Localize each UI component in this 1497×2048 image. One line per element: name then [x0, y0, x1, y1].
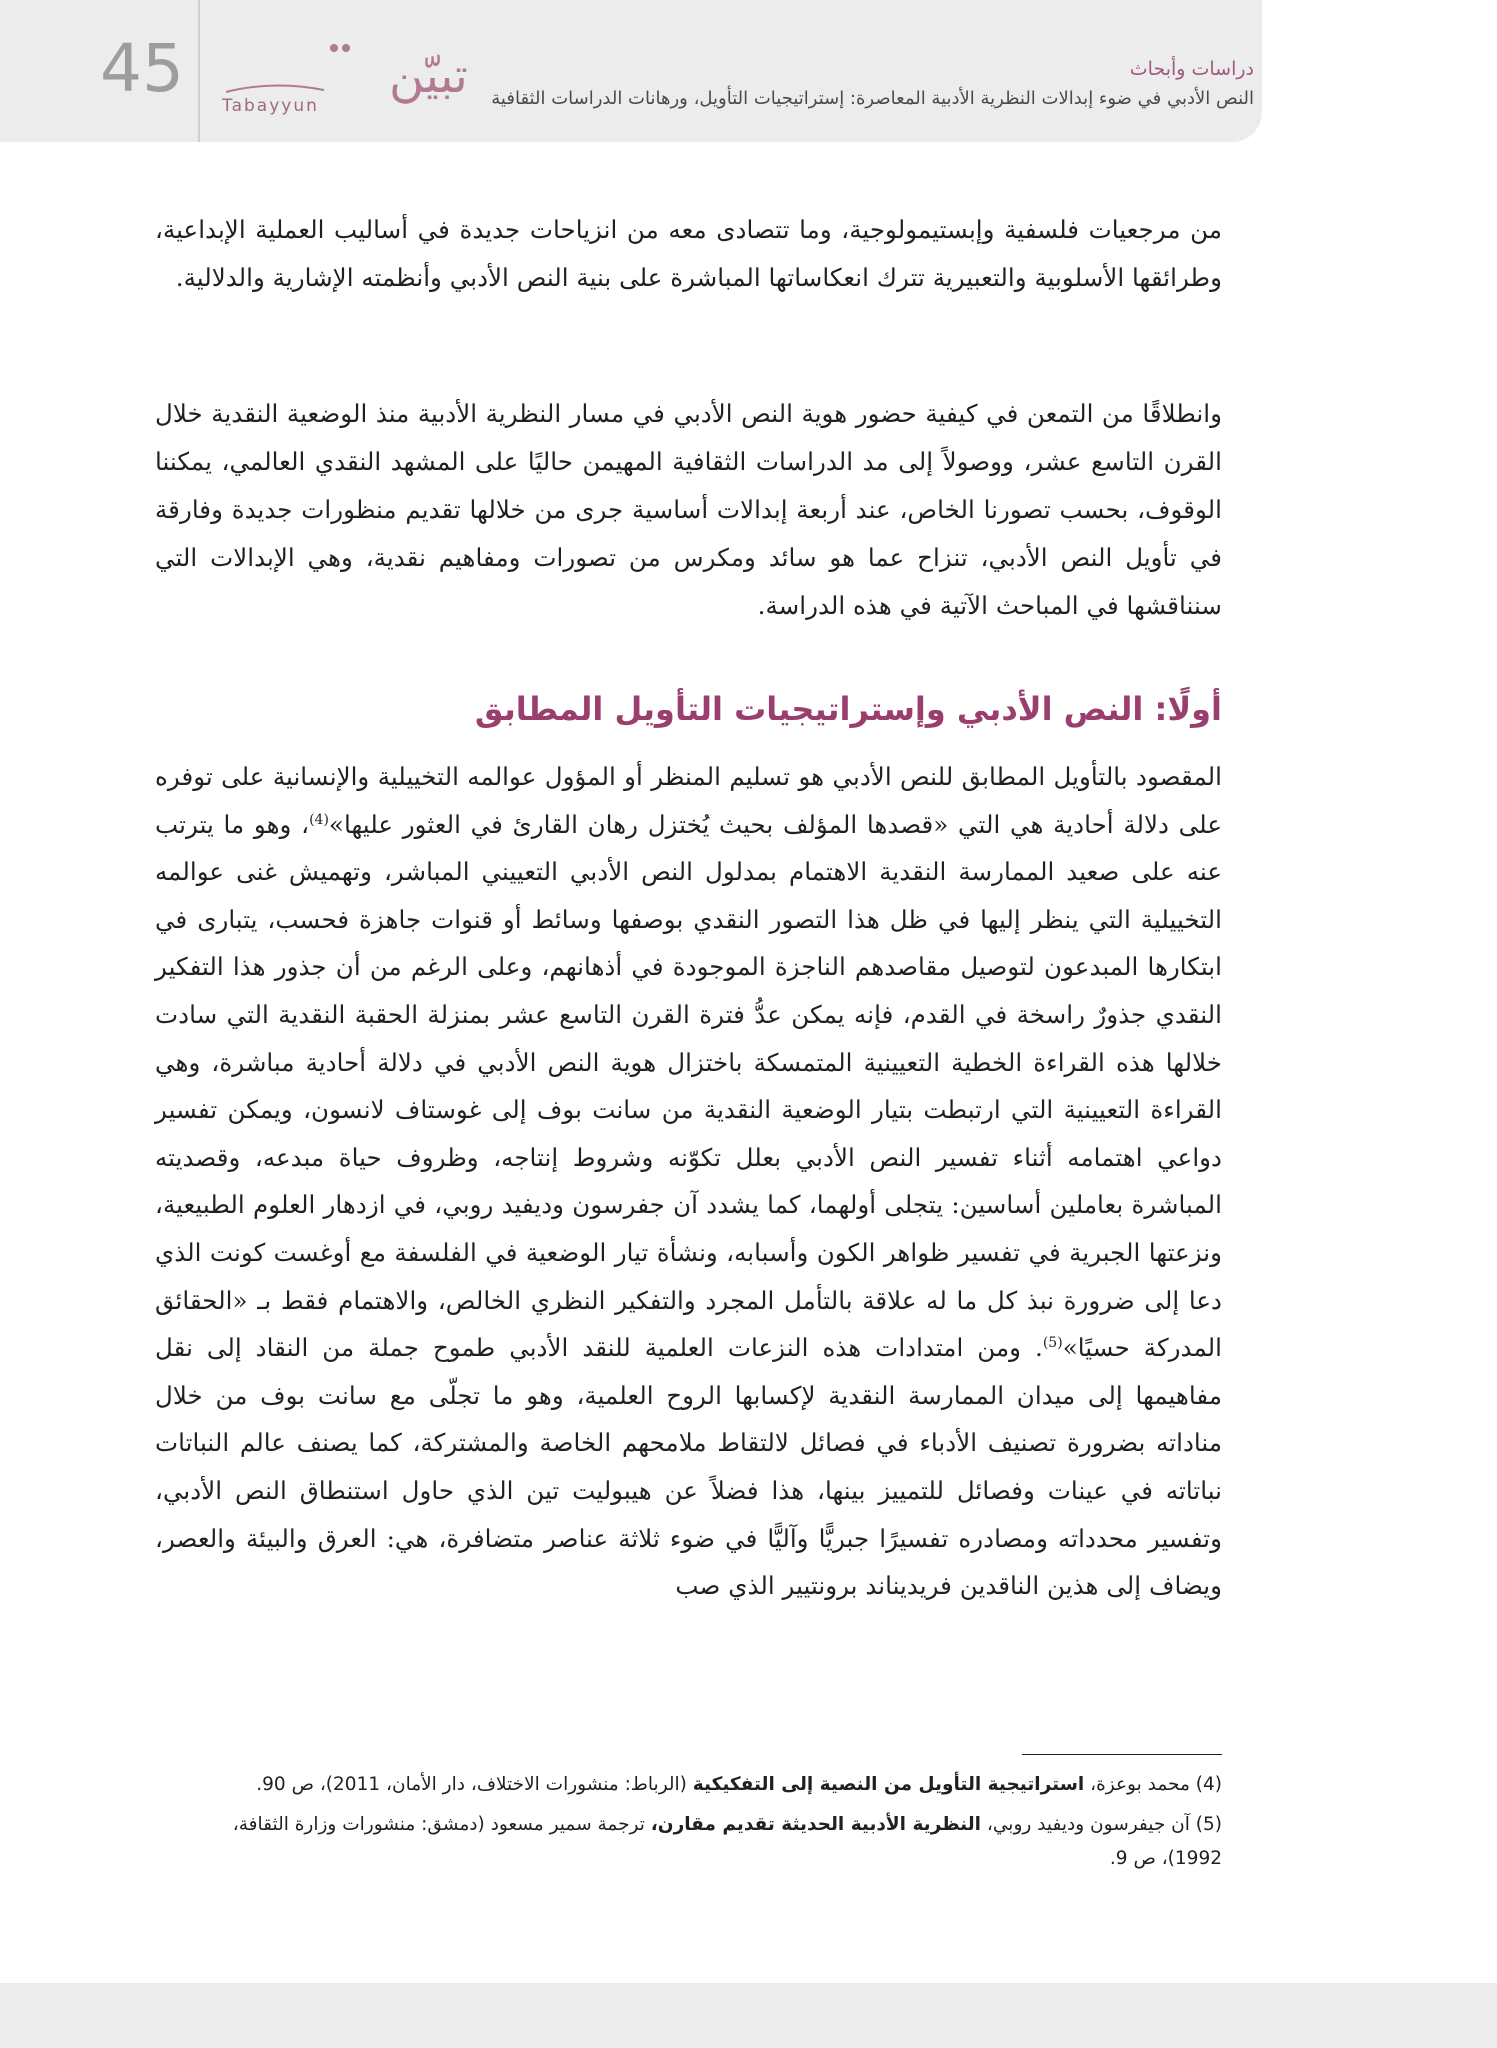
footnote-4	[230, 1768, 1222, 1802]
logo-dot	[342, 44, 350, 52]
running-title: النص الأدبي في ضوء إبدالات النظرية الأدبية المعاصرة: إستراتيجيات التأويل، ورهانات الدراسات الثقافية	[491, 88, 1254, 109]
footnote-number: (4)	[1195, 1774, 1222, 1795]
body-paragraph-1	[155, 206, 1222, 302]
header-divider	[198, 0, 200, 142]
footnote-ref-5[interactable]: (5)	[1042, 1334, 1063, 1351]
logo-dot	[330, 44, 338, 52]
header-margin	[1262, 0, 1497, 142]
footnote-title: استراتيجية التأويل من النصية إلى التفكيكية	[692, 1774, 1085, 1795]
footnote-5	[230, 1808, 1222, 1876]
logo-arabic-mark: تبيّن	[389, 48, 468, 104]
body-paragraph-3	[155, 753, 1222, 1610]
paragraph-text-segment: ، وهو ما يترتب عنه على صعيد الممارسة النقدية الاهتمام بمدلول النص الأدبي التعييني المباشر، وتهميش غنى عوالمه التخييلية التي ينظر إليها في ظل هذا التصور النقدي بوصفها وسائط أو قنوات جاهزة فحسب، يتبارى في ابتكارها المبدعون لتوصيل مقاصدهم الناجزة الموجودة في أذهانهم، وعلى الرغم من أن جذور هذا التفكير النقدي جذورٌ راسخة في القدم، فإنه يمكن عدُّ فترة القرن التاسع عشر بمنزلة الحقبة النقدية التي سادت خلالها هذه القراءة الخطية التعيينية المتمسكة باختزال هوية النص الأدبي في دلالة أحادية مباشرة، وهي القراءة التعيينية التي ارتبطت بتيار الوضعية النقدية من سانت بوف إلى غوستاف لانسون، ويمكن تفسير دواعي اهتمامه أثناء تفسير النص الأدبي بعلل تكوّنه وشروط إنتاجه، وظروف حياة مبدعه، وقصديته المباشرة بعاملين أساسين: يتجلى أولهما، كما يشدد آن جفرسون وديفيد روبي، في ازدهار العلوم الطبيعية، ونزعتها الجبرية في تفسير ظواهر الكون وأسبابه، ونشأة تيار الوضعية في الفلسفة مع أوغست كونت الذي دعا إلى ضرورة نبذ كل ما له علاقة بالتأمل المجرد والتفكير النظري الخالص، والاهتمام فقط بـ «الحقائق المدركة حسيًا»	[155, 809, 1222, 1363]
page-number: 45	[100, 30, 184, 107]
footnote-details: (الرباط: منشورات الاختلاف، دار الأمان، 2011)، ص 90.	[256, 1774, 687, 1795]
section-label: دراسات وأبحاث	[1129, 58, 1254, 80]
paragraph-text: وانطلاقًا من التمعن في كيفية حضور هوية النص الأدبي في مسار النظرية الأدبية منذ الوضعية النقدية خلال القرن التاسع عشر، ووصولاً إلى مد الدراسات الثقافية المهيمن حاليًا على المشهد النقدي العالمي، يمكننا الوقوف، بحسب تصورنا الخاص، عند أربعة إبدالات أساسية جرى من خلالها تقديم منظورات جديدة وفارقة في تأويل النص الأدبي، تنزاح عما هو سائد ومكرس من تصورات ومفاهيم نقدية، وهي الإبدالات التي سنناقشها في المباحث الآتية في هذه الدراسة.	[155, 399, 1222, 620]
footnote-title: النظرية الأدبية الحديثة تقديم مقارن،	[650, 1814, 982, 1835]
header-band	[0, 0, 1262, 142]
logo-swash	[226, 85, 324, 92]
footnotes	[230, 1768, 1222, 1882]
footnote-ref-4[interactable]: (4)	[309, 811, 329, 828]
footer-band	[0, 1983, 1497, 2048]
footnote-details: ترجمة سمير مسعود (دمشق: منشورات وزارة الثقافة، 1992)، ص 9.	[232, 1814, 1222, 1869]
paragraph-text	[155, 753, 1222, 1610]
paragraph-text-segment: المقصود بالتأويل المطابق للنص الأدبي هو تسليم المنظر أو المؤول عوالمه التخييلية والإنسانية على توفره على دلالة أحادية هي التي «قصدها المؤلف بحيث يُختزل رهان القارئ في العثور عليها»	[155, 762, 1222, 839]
section-heading: أولًا: النص الأدبي وإستراتيجيات التأويل المطابق	[474, 690, 1222, 728]
logo-text: Tabayyun	[222, 96, 319, 116]
body-paragraph-2	[155, 390, 1222, 630]
footnote-number: (5)	[1195, 1814, 1222, 1835]
footnote-author: آن جيفرسون وديفيد روبي،	[986, 1814, 1190, 1835]
paragraph-text-segment: . ومن امتدادات هذه النزعات العلمية للنقد الأدبي طموح جملة من النقاد إلى نقل مفاهيمها إلى ميدان الممارسة النقدية لإكسابها الروح العلمية، وهو ما تجلّى مع سانت بوف من خلال مناداته بضرورة تصنيف الأدباء في فصائل لالتقاط ملامحهم الخاصة والمشتركة، كما يصنف عالم النباتات نباتاته في عينات وفصائل للتمييز بينها، هذا فضلاً عن هيبوليت تين الذي حاول استنطاق النص الأدبي، وتفسير محدداته ومصادره تفسيرًا جبريًّا وآليًّا في ضوء ثلاثة عناصر متضافرة، هي: العرق والبيئة والعصر، ويضاف إلى هذين الناقدين فريديناند برونتيير الذي صب	[155, 1333, 1222, 1601]
paragraph-text: من مرجعيات فلسفية وإبستيمولوجية، وما تتصادى معه من انزياحات جديدة في أساليب العملية الإبداعية، وطرائقها الأسلوبية والتعبيرية تترك انعكاساتها المباشرة على بنية النص الأدبي وأنظمته الإشارية والدلالية.	[155, 215, 1222, 292]
footnote-rule	[1022, 1754, 1222, 1755]
footnote-author: محمد بوعزة،	[1090, 1774, 1190, 1795]
